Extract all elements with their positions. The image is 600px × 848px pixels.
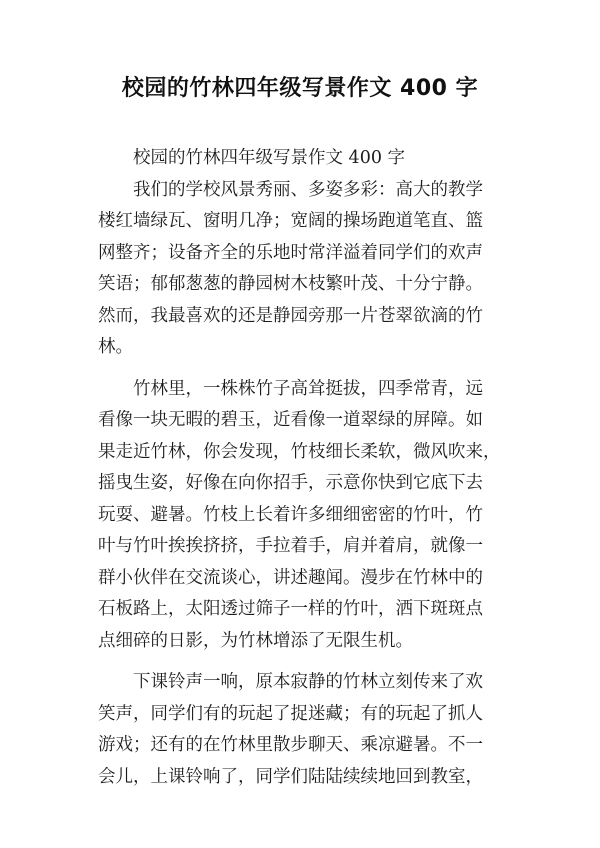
paragraph-line: 竹林里，一株株竹子高耸挺拔，四季常青，远	[133, 378, 483, 399]
paragraph-line: 会儿，上课铃响了，同学们陆陆续续地回到教室，	[98, 766, 483, 787]
paragraph-line: 叶与竹叶挨挨挤挤，手拉着手，肩并着肩，就像一	[98, 536, 483, 556]
paragraph-line: 楼红墙绿瓦、窗明几净；宽阔的操场跑道笔直、篮	[98, 211, 483, 231]
paragraph-line: 林。	[98, 337, 133, 357]
paragraph-1	[98, 175, 518, 364]
paragraph-line: 摇曳生姿，好像在向你招手，示意你快到它底下去	[98, 473, 483, 493]
paragraph-line: 看像一块无暇的碧玉，近看像一道翠绿的屏障。如	[98, 410, 483, 430]
paragraph-3	[98, 667, 518, 793]
document-body	[98, 143, 518, 793]
document-title: 校园的竹林四年级写景作文 400 字	[121, 76, 479, 101]
paragraph-line: 网整齐；设备齐全的乐地时常洋溢着同学们的欢声	[98, 242, 483, 263]
paragraph-line: 群小伙伴在交流谈心，讲述趣闻。漫步在竹林中的	[98, 567, 483, 588]
paragraph-line: 我们的学校风景秀丽、多姿多彩：高大的教学	[133, 179, 483, 200]
document-subtitle: 校园的竹林四年级写景作文 400 字	[133, 148, 406, 168]
paragraph-2	[98, 374, 518, 658]
paragraph-line: 果走近竹林，你会发现，竹枝细长柔软，微风吹来，	[98, 441, 501, 462]
paragraph-line: 石板路上，太阳透过筛子一样的竹叶，洒下斑斑点	[98, 599, 483, 619]
paragraph-line: 然而，我最喜欢的还是静园旁那一片苍翠欲滴的竹	[98, 305, 483, 326]
paragraph-line: 游戏；还有的在竹林里散步聊天、乘凉避暑。不一	[98, 735, 483, 755]
paragraph-line: 笑声，同学们有的玩起了捉迷藏；有的玩起了抓人	[98, 703, 483, 724]
paragraph-line: 笑语；郁郁葱葱的静园树木枝繁叶茂、十分宁静。	[98, 274, 483, 294]
paragraph-line: 下课铃声一响，原本寂静的竹林立刻传来了欢	[133, 672, 483, 692]
paragraph-line: 点细碎的日影，为竹林增添了无限生机。	[98, 630, 413, 651]
paragraph-line: 玩耍、避暑。竹枝上长着许多细细密密的竹叶，竹	[98, 504, 483, 525]
